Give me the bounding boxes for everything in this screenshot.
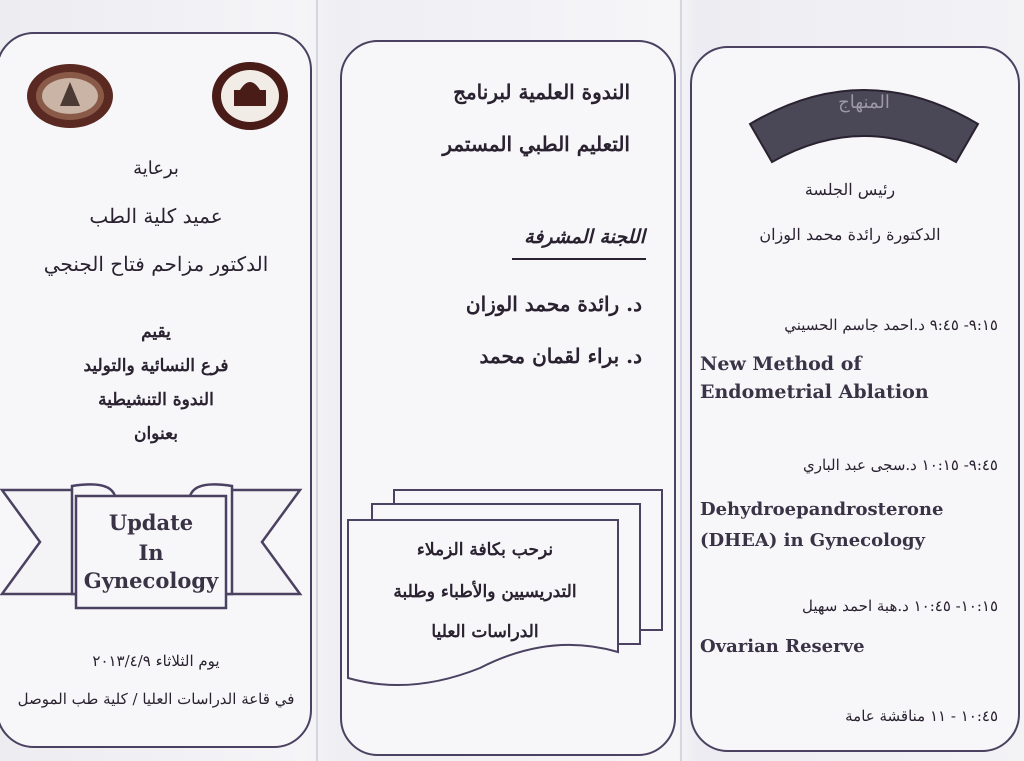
talk-1-time-speaker: ٩:١٥- ٩:٤٥ د.احمد جاسم الحسيني [784, 316, 998, 334]
fold-line [316, 0, 318, 761]
banner-line2: In [138, 540, 164, 565]
organizes-text: يقيم [141, 322, 171, 342]
committee-underline [512, 258, 646, 260]
general-discussion: ١٠:٤٥ - ١١ مناقشة عامة [845, 707, 998, 725]
middle-heading-line1: الندوة العلمية لبرنامج [453, 80, 630, 104]
talk-2-time-speaker: ٩:٤٥- ١٠:١٥ د.سجى عبد الباري [802, 456, 998, 474]
event-date: يوم الثلاثاء ٢٠١٣/٤/٩ [92, 652, 220, 670]
banner-line3: Gynecology [83, 568, 219, 593]
entitled-text: بعنوان [133, 424, 179, 444]
sponsor-title: عميد كلية الطب [89, 204, 223, 228]
fold-line [680, 0, 682, 761]
committee-member-2: د. براء لقمان محمد [479, 344, 642, 368]
committee-member-1: د. رائدة محمد الوزان [465, 292, 642, 316]
sponsor-name: الدكتور مزاحم فتاح الجنجي [43, 252, 269, 276]
middle-heading-line2: التعليم الطبي المستمر [442, 132, 630, 156]
committee-title: اللجنة المشرفة [524, 226, 645, 248]
chair-name: الدكتورة رائدة محمد الوزان [759, 225, 941, 244]
event-venue: في قاعة الدراسات العليا / كلية طب الموصل [17, 690, 295, 708]
department-name: فرع النسائية والتوليد [83, 356, 229, 376]
welcome-line3: الدراسات العليا [431, 622, 539, 642]
talk-3-title: Ovarian Reserve [700, 636, 865, 657]
sponsor-label: برعاية [133, 158, 179, 179]
event-type: الندوة التنشيطية [98, 390, 214, 410]
program-title: المنهاج [838, 92, 890, 113]
welcome-line2: التدريسيين والأطباء وطلبة [393, 582, 577, 602]
chair-label: رئيس الجلسة [804, 180, 896, 199]
university-logo [210, 60, 290, 132]
welcome-line1: نرحب بكافة الزملاء [416, 540, 554, 560]
talk-2-title: Dehydroepandrosterone (DHEA) in Gynecology [700, 499, 944, 551]
banner-line1: Update [108, 510, 194, 535]
college-logo [24, 62, 116, 130]
talk-1-title: New Method of Endometrial Ablation [700, 353, 929, 403]
talk-3-time-speaker: ١٠:١٥- ١٠:٤٥ د.هبة احمد سهيل [802, 597, 998, 615]
